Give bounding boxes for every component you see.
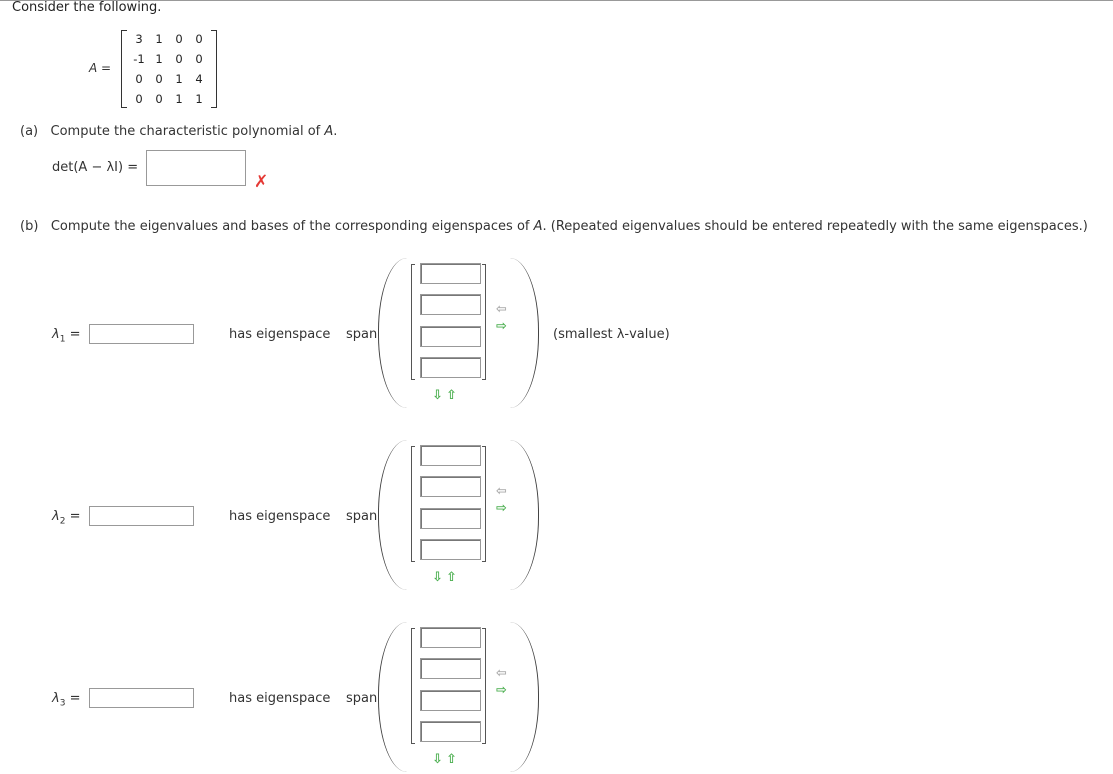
lambda-2-label: $\lambda_2$ =	[52, 509, 81, 527]
lambda-1-input[interactable]	[89, 324, 194, 344]
vector-right-bracket	[482, 628, 486, 744]
has-eigenspace-label: has eigenspace	[229, 509, 331, 524]
vector-entry-input[interactable]	[420, 721, 481, 742]
characteristic-polynomial-input[interactable]	[146, 150, 246, 186]
lambda-2-input[interactable]	[89, 506, 194, 526]
vector-entry-input[interactable]	[420, 658, 481, 679]
page-title: Consider the following.	[12, 0, 162, 15]
add-row-arrow-icon[interactable]: ⇩	[432, 752, 443, 767]
remove-column-arrow-icon[interactable]: ⇦	[496, 666, 507, 681]
det-label: det(A − λI) =	[52, 160, 139, 175]
vector-entry-input[interactable]	[420, 357, 481, 378]
smallest-lambda-note: (smallest λ-value)	[553, 327, 670, 342]
lambda-1-label: $\lambda_1$ =	[52, 327, 81, 345]
span-left-paren	[378, 440, 407, 590]
top-divider	[0, 0, 1113, 1]
span-label: span	[346, 327, 378, 342]
lambda-3-input[interactable]	[89, 688, 194, 708]
vector-left-bracket	[411, 446, 415, 562]
span-left-paren	[378, 258, 407, 408]
add-row-arrow-icon[interactable]: ⇩	[432, 388, 443, 403]
vector-left-bracket	[411, 628, 415, 744]
span-label: span	[346, 691, 378, 706]
remove-column-arrow-icon[interactable]: ⇦	[496, 302, 507, 317]
vector-entry-input[interactable]	[420, 263, 481, 284]
vector-right-bracket	[482, 446, 486, 562]
matrix-left-bracket	[121, 30, 127, 108]
has-eigenspace-label: has eigenspace	[229, 691, 331, 706]
add-column-arrow-icon[interactable]: ⇨	[496, 319, 507, 334]
add-column-arrow-icon[interactable]: ⇨	[496, 683, 507, 698]
vector-right-bracket	[482, 264, 486, 380]
vector-entry-input[interactable]	[420, 508, 481, 529]
matrix-label: A =	[89, 61, 112, 75]
matrix-row: 0 0 1 4	[135, 72, 203, 86]
lambda-3-label: $\lambda_3$ =	[52, 691, 81, 709]
vector-entry-input[interactable]	[420, 539, 481, 560]
span-right-paren	[510, 622, 539, 772]
vector-left-bracket	[411, 264, 415, 380]
vector-entry-input[interactable]	[420, 294, 481, 315]
part-a-question: (a) Compute the characteristic polynomial of A.	[20, 124, 338, 139]
matrix-row: -1 1 0 0	[133, 52, 203, 66]
matrix-right-bracket	[211, 30, 217, 108]
vector-entry-input[interactable]	[420, 627, 481, 648]
part-b-question: (b) Compute the eigenvalues and bases of the corresponding eigenspaces of A. (Repeated eigenvalues should be entered repeatedly with the same eigenspaces.)	[20, 219, 1088, 234]
remove-row-arrow-icon[interactable]: ⇧	[446, 752, 457, 767]
remove-row-arrow-icon[interactable]: ⇧	[446, 570, 457, 585]
span-right-paren	[510, 440, 539, 590]
span-left-paren	[378, 622, 407, 772]
matrix-row: 0 0 1 1	[135, 92, 203, 106]
vector-entry-input[interactable]	[420, 326, 481, 347]
matrix-row: 3 1 0 0	[135, 32, 203, 46]
vector-entry-input[interactable]	[420, 690, 481, 711]
remove-column-arrow-icon[interactable]: ⇦	[496, 484, 507, 499]
span-right-paren	[510, 258, 539, 408]
remove-row-arrow-icon[interactable]: ⇧	[446, 388, 457, 403]
matrix-a	[121, 30, 217, 106]
has-eigenspace-label: has eigenspace	[229, 327, 331, 342]
incorrect-x-icon: ✗	[254, 172, 269, 192]
add-column-arrow-icon[interactable]: ⇨	[496, 501, 507, 516]
vector-entry-input[interactable]	[420, 476, 481, 497]
vector-entry-input[interactable]	[420, 445, 481, 466]
add-row-arrow-icon[interactable]: ⇩	[432, 570, 443, 585]
span-label: span	[346, 509, 378, 524]
